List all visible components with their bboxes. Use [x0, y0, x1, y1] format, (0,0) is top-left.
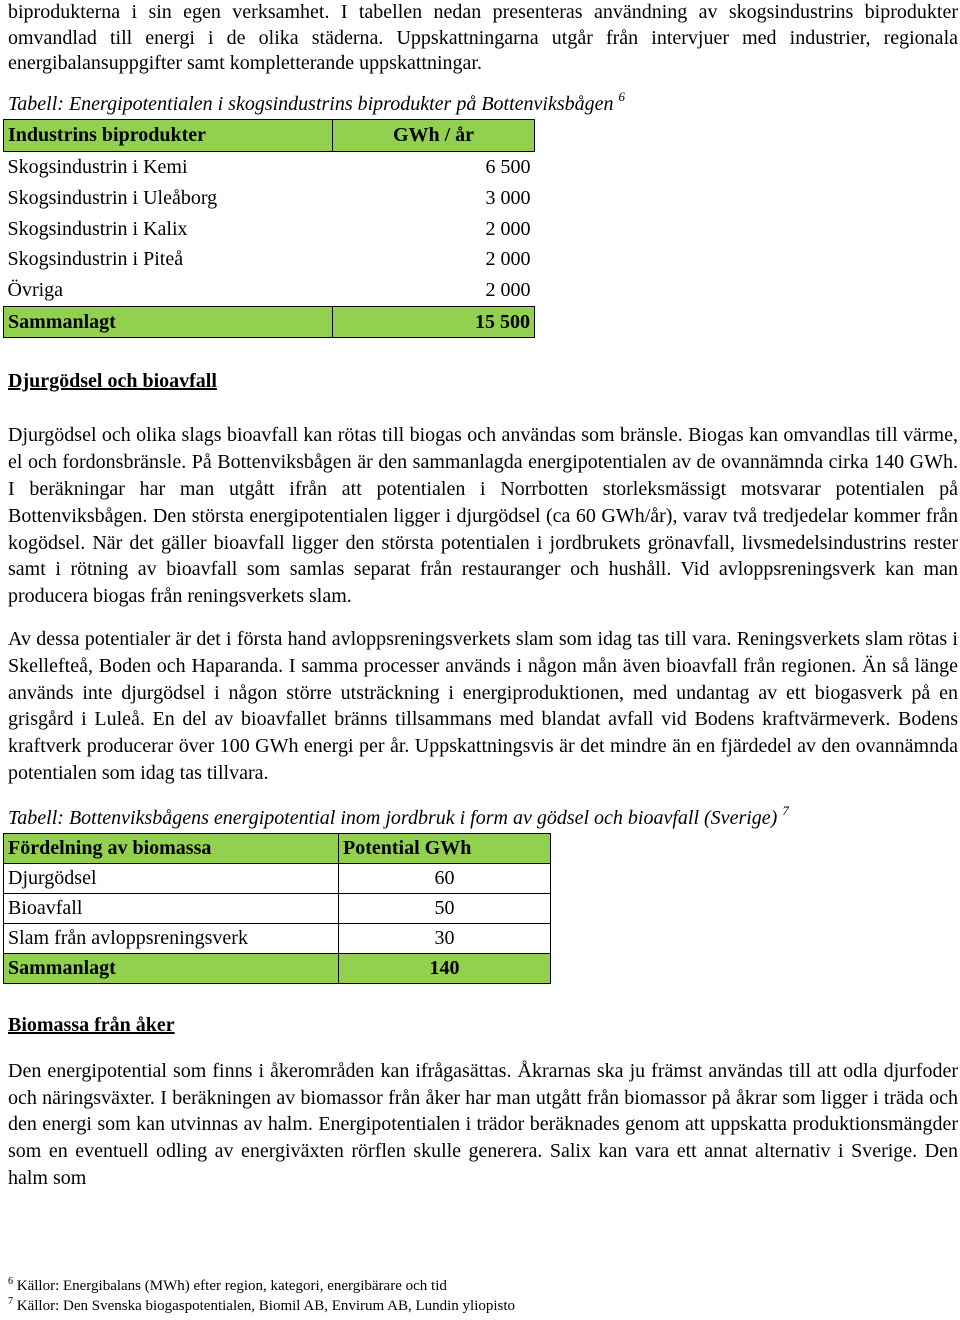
table1-cell-label: Skogsindustrin i Piteå	[7, 248, 184, 271]
table-row	[4, 923, 551, 953]
table2-cell-label: Bioavfall	[4, 893, 339, 923]
table1-cell-value: 2 000	[485, 279, 531, 302]
table2-total-label: Sammanlagt	[4, 953, 339, 983]
table1-header-product: Industrins biprodukter	[4, 119, 333, 151]
table-biomass-potential	[3, 833, 551, 984]
table1-caption-footnote-ref: 6	[618, 88, 625, 104]
table2-cell-value: 30	[339, 923, 551, 953]
table1-cell-label: Skogsindustrin i Kemi	[7, 155, 188, 178]
table2-total-value: 140	[339, 953, 551, 983]
table-row	[4, 182, 535, 213]
table2-total-row	[4, 953, 551, 983]
table1-cell-value: 3 000	[485, 186, 531, 209]
footnote-number: 6	[8, 1276, 13, 1287]
section2-paragraph: Den energipotential som finns i åkerområden kan ifrågasättas. Åkrarnas ska ju främst användas till att odla djurfoder och näringsväxter. I beräkningen av biomassor från åker har man utgått från biomassor på åkrar som ligger i träda och den energi som kan utvinnas av halm. Energipotentialen i trädor beräknades genom att uppskatta produktionsmängder som en eventuell odling av energiväxten rörflen skulle generera. Salix kan vara ett annat alternativ i Sverige. Den halm som	[8, 1059, 958, 1189]
table1-header-row	[4, 119, 535, 151]
table1-cell-label: Övriga	[7, 279, 64, 302]
table1-caption	[8, 88, 958, 117]
table1-cell-label: Skogsindustrin i Uleåborg	[7, 186, 218, 209]
table1-total-value: 15 500	[333, 306, 535, 338]
table2-header-potential: Potential GWh	[339, 833, 551, 863]
table1-cell-label: Skogsindustrin i Kalix	[7, 217, 188, 240]
table2-caption-text: Tabell: Bottenviksbågens energipotential inom jordbruk i form av gödsel och bioavfall (Sverige)	[8, 806, 778, 829]
table2-cell-label: Djurgödsel	[4, 863, 339, 893]
table1-header-gwh: GWh / år	[333, 119, 535, 151]
table2-cell-value: 50	[339, 893, 551, 923]
table-row	[4, 244, 535, 275]
section1-paragraph1: Djurgödsel och olika slags bioavfall kan rötas till biogas och användas som bränsle. Biogas kan omvandlas till värme, el och fordonsbränsle. På Bottenviksbågen är den sammanlagda energipotentialen av de ovannämnda cirka 140 GWh. I beräkningar har man utgått ifrån att potentialen i Norrbotten storleksmässigt motsvarar potentialen på Bottenviksbågen. Den största energipotentialen ligger i djurgödsel (ca 60 GWh/år), varav två tredjedelar kommer från kogödsel. När det gäller bioavfall ligger den största potentialen i jordbrukets grönavfall, livsmedelsindustrins rester samt i rötning av bioavfall som samlas separat från restauranger och hushåll. Vid avloppsreningsverk kan man producera biogas från reningsverkets slam.	[8, 424, 958, 608]
table2-caption-footnote-ref: 7	[782, 802, 789, 818]
table-row	[4, 863, 551, 893]
section1-paragraph2: Av dessa potentialer är det i första hand avloppsreningsverkets slam som idag tas till vara. Reningsverkets slam rötas i Skellefteå, Boden och Haparanda. I samma processer används i någon mån även bioavfall från regionen. Än så länge används inte djurgödsel i någon större utsträckning i energiproduktionen, med undantag av ett biogasverk på en grisgård i Luleå. En del av bioavfallet bränns tillsammans med blandat avfall vid Bodens kraftvärmeverk. Bodens kraftverk producerar över 100 GWh energi per år. Uppskattningsvis är det mindre än en fjärdedel av den ovannämnda potentialen som idag tas tillvara.	[8, 627, 958, 784]
intro-paragraph: biprodukterna i sin egen verksamhet. I tabellen nedan presenteras användning av skogsindustrins biprodukter omvandlad till energi i de olika städerna. Uppskattningarna utgår från intervjuer med industrier, regionala energibalansuppgifter samt kompletterande uppskattningar.	[8, 1, 958, 75]
table2-header-distribution: Fördelning av biomassa	[4, 833, 339, 863]
table-row	[4, 213, 535, 244]
section-heading-djurgodsel: Djurgödsel och bioavfall	[8, 370, 217, 393]
footnotes	[8, 1276, 515, 1316]
footnote-7	[8, 1296, 515, 1316]
table1-cell-value: 2 000	[485, 217, 531, 240]
section-heading-biomassa: Biomassa från åker	[8, 1013, 175, 1036]
table2-cell-value: 60	[339, 863, 551, 893]
document-page	[8, 0, 958, 1192]
table-row	[4, 151, 535, 182]
table-row	[4, 275, 535, 306]
table1-cell-value: 2 000	[485, 248, 531, 271]
table2-caption	[8, 802, 958, 831]
table1-total-row	[4, 306, 535, 338]
table1-total-label: Sammanlagt	[4, 306, 333, 338]
table2-cell-label: Slam från avloppsreningsverk	[4, 923, 339, 953]
footnote-text: Källor: Den Svenska biogaspotentialen, Biomil AB, Envirum AB, Lundin yliopisto	[16, 1298, 516, 1314]
table-row	[4, 893, 551, 923]
footnote-text: Källor: Energibalans (MWh) efter region, kategori, energibärare och tid	[16, 1278, 447, 1294]
table1-caption-text: Tabell: Energipotentialen i skogsindustrins biprodukter på Bottenviksbågen	[8, 92, 614, 115]
footnote-number: 7	[8, 1296, 13, 1307]
table-energy-byproducts	[3, 119, 535, 339]
table1-cell-value: 6 500	[485, 155, 531, 178]
table2-header-row	[4, 833, 551, 863]
footnote-6	[8, 1276, 515, 1296]
